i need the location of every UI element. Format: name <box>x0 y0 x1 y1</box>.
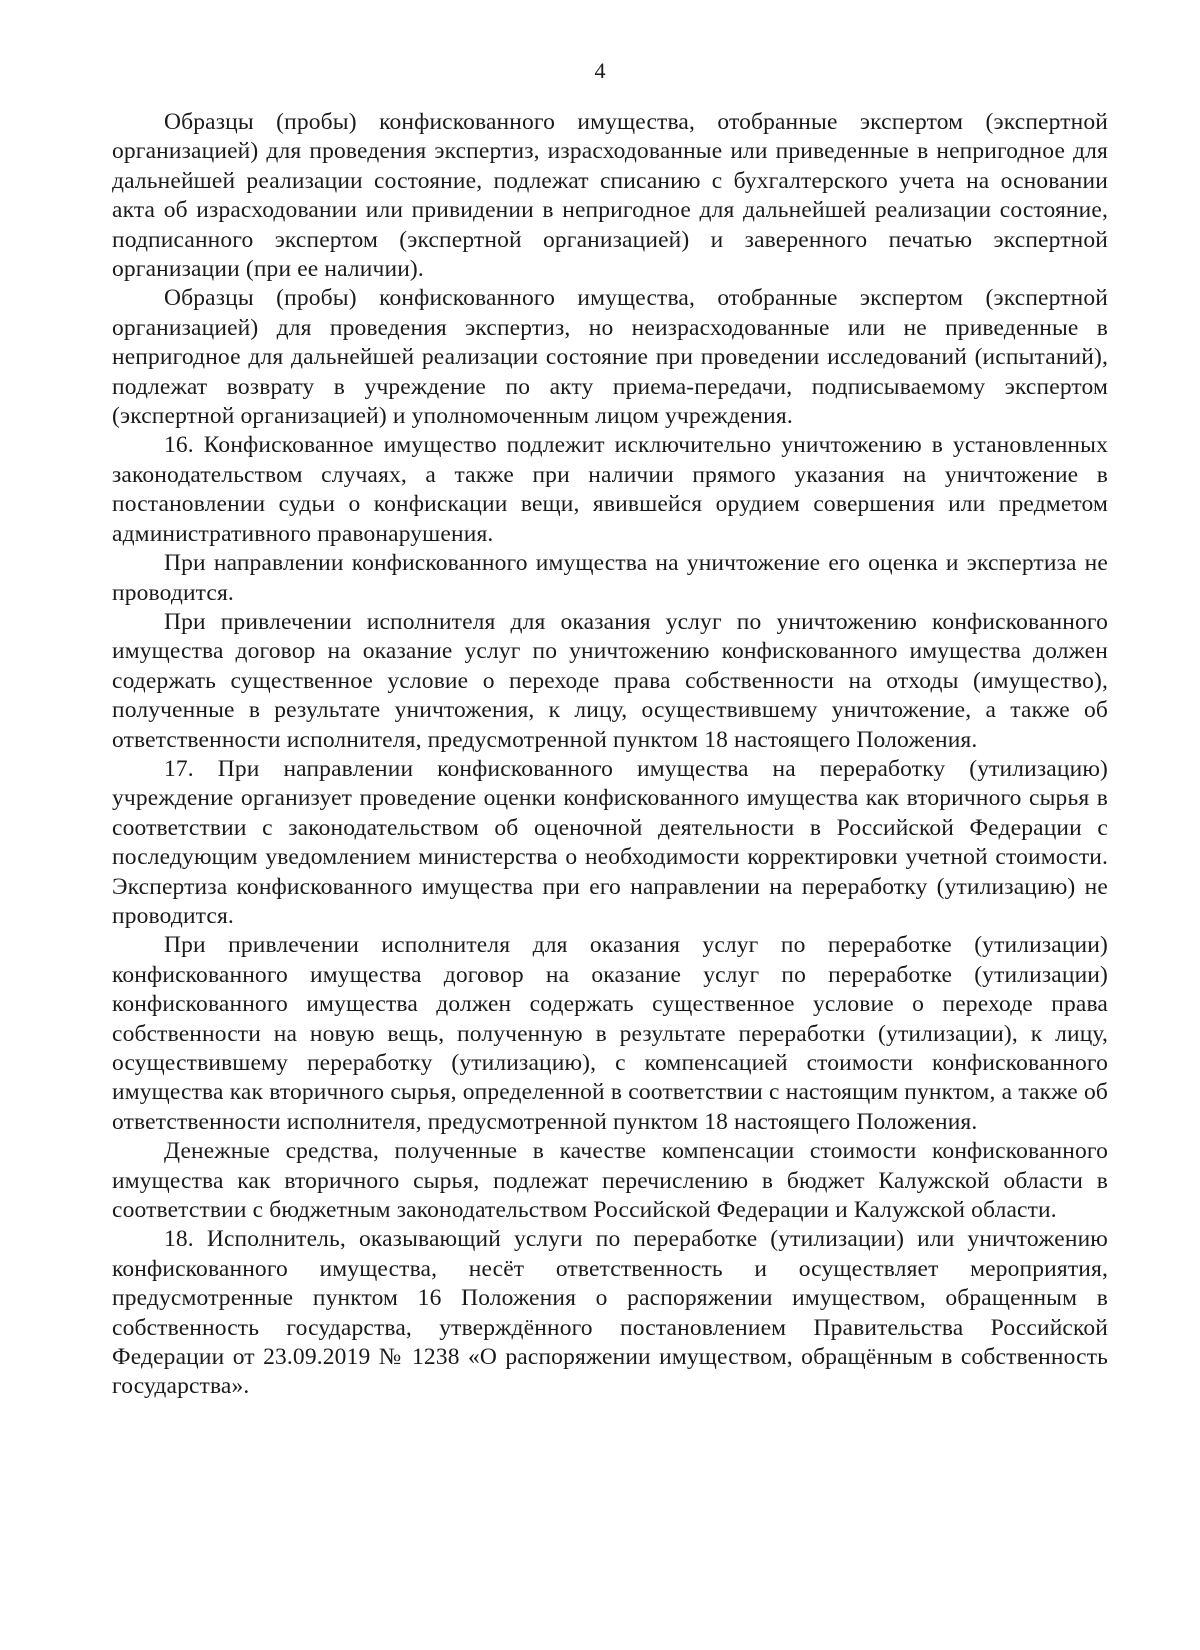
paragraph-compensation-funds: Денежные средства, полученные в качестве компенсации стоимости конфискованного имущества как вторичного сырья, подлежат перечислению в бюджет Калужской области в соответствии с бюджетным законодательством Российской Федерации и Калужской области. <box>112 1138 1108 1224</box>
paragraph-samples-written-off: Образцы (пробы) конфискованного имущества, отобранные экспертом (экспертной организацией) для проведения экспертиз, израсходованные или приведенные в непригодное для дальнейшей реализации состояние, подлежат списанию с бухгалтерского учета на основании акта об израсходовании или привидении в непригодное для дальнейшей реализации состояние, подписанного экспертом (экспертной организацией) и заверенного печатью экспертной организации (при ее наличии). <box>112 109 1108 283</box>
paragraph-item-18: 18. Исполнитель, оказывающий услуги по переработке (утилизации) или уничтожению конфискованного имущества, несёт ответственность и осуществляет мероприятия, предусмотренные пунктом 16 Положения о распоряжении имуществом, обращенным в собственность государства, утверждённого постановлением Правительства Российской Федерации от 23.09.2019 № 1238 «О распоряжении имуществом, обращённым в собственность государства». <box>112 1226 1108 1400</box>
page-number: 4 <box>594 58 606 83</box>
paragraph-recycling-contract: При привлечении исполнителя для оказания услуг по переработке (утилизации) конфискованного имущества договор на оказание услуг по переработке (утилизации) конфискованного имущества должен содержать существенное условие о переходе права собственности на новую вещь, полученную в результате переработки (утилизации), к лицу, осуществившему переработку (утилизацию), с компенсацией стоимости конфискованного имущества как вторичного сырья, определенной в соответствии с настоящим пунктом, а также об ответственности исполнителя, предусмотренной пунктом 18 настоящего Положения. <box>112 932 1108 1135</box>
paragraph-item-17: 17. При направлении конфискованного имущества на переработку (утилизацию) учреждение организует проведение оценки конфискованного имущества как вторичного сырья в соответствии с законодательством об оценочной деятельности в Российской Федерации с последующим уведомлением министерства о необходимости корректировки учетной стоимости. Экспертиза конфискованного имущества при его направлении на переработку (утилизацию) не проводится. <box>112 755 1108 929</box>
paragraph-no-appraisal-on-destruction: При направлении конфискованного имущества на уничтожение его оценка и экспертиза не проводится. <box>112 550 1108 606</box>
paragraph-item-16: 16. Конфискованное имущество подлежит исключительно уничтожению в установленных законодательством случаях, а также при наличии прямого указания на уничтожение в постановлении судьи о конфискации вещи, явившейся орудием совершения или предметом административного правонарушения. <box>112 432 1108 547</box>
paragraph-samples-returned: Образцы (пробы) конфискованного имущества, отобранные экспертом (экспертной организацией) для проведения экспертиз, но неизрасходованные или не приведенные в непригодное для дальнейшей реализации состояние при проведении исследований (испытаний), подлежат возврату в учреждение по акту приема-передачи, подписываемому экспертом (экспертной организацией) и уполномоченным лицом учреждения. <box>112 285 1108 430</box>
document-body <box>112 108 1108 1402</box>
paragraph-destruction-contract: При привлечении исполнителя для оказания услуг по уничтожению конфискованного имущества договор на оказание услуг по уничтожению конфискованного имущества должен содержать существенное условие о переходе права собственности на отходы (имущество), полученные в результате уничтожения, к лицу, осуществившему уничтожение, а также об ответственности исполнителя, предусмотренной пунктом 18 настоящего Положения. <box>112 608 1108 753</box>
